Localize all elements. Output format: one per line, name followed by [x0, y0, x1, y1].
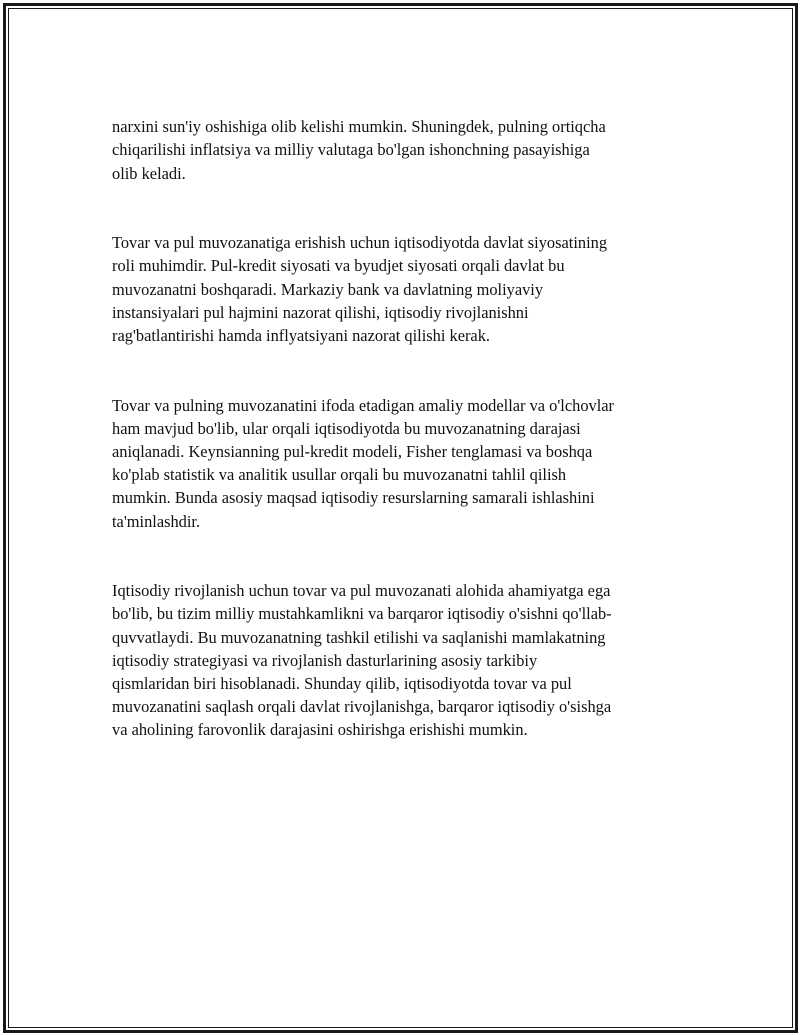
- paragraph-4: Iqtisodiy rivojlanish uchun tovar va pul muvozanati alohida ahamiyatga ega bo'lib, bu tizim milliy mustahkamlikni va barqaror iqtisodiy o'sishni qo'llab- quvvatlaydi. Bu muvozanatning tashkil etilishi va saqlanishi mamlakatning iqtisodiy strategiyasi va rivojlanish dasturlarining asosiy tarkibiy qismlaridan biri hisoblanadi. Shunday qilib, iqtisodiyotda tovar va pul muvozanatini saqlash orqali davlat rivojlanishga, barqaror iqtisodiy o'sishga va aholining farovonlik darajasini oshirishga erishishi mumkin.: [112, 581, 612, 740]
- paragraph-2: Tovar va pul muvozanatiga erishish uchun iqtisodiyotda davlat siyosatining roli muhimdir. Pul-kredit siyosati va byudjet siyosati orqali davlat bu muvozanatni boshqaradi. Markaziy bank va davlatning moliyaviy instansiyalari pul hajmini nazorat qilishi, iqtisodiy rivojlanishni rag'batlantirishi hamda inflyatsiyani nazorat qilishi kerak.: [112, 233, 608, 346]
- paragraph-3: Tovar va pulning muvozanatini ifoda etadigan amaliy modellar va o'lchovlar ham mavjud bo'lib, ular orqali iqtisodiyotda bu muvozanatning darajasi aniqlanadi. Keynsianning pul-kredit modeli, Fisher tenglamasi va boshqa ko'plab statistik va analitik usullar orqali bu muvozanatni tahlil qilish mumkin. Bunda asosiy maqsad iqtisodiy resurslarning samarali ishlashini ta'minlashdir.: [112, 395, 615, 531]
- paragraph-1: narxini sun'iy oshishiga olib kelishi mumkin. Shuningdek, pulning ortiqcha chiqarilishi inflatsiya va milliy valutaga bo'lgan ishonchning pasayishiga olib keladi.: [112, 117, 606, 183]
- document-body: [112, 92, 692, 788]
